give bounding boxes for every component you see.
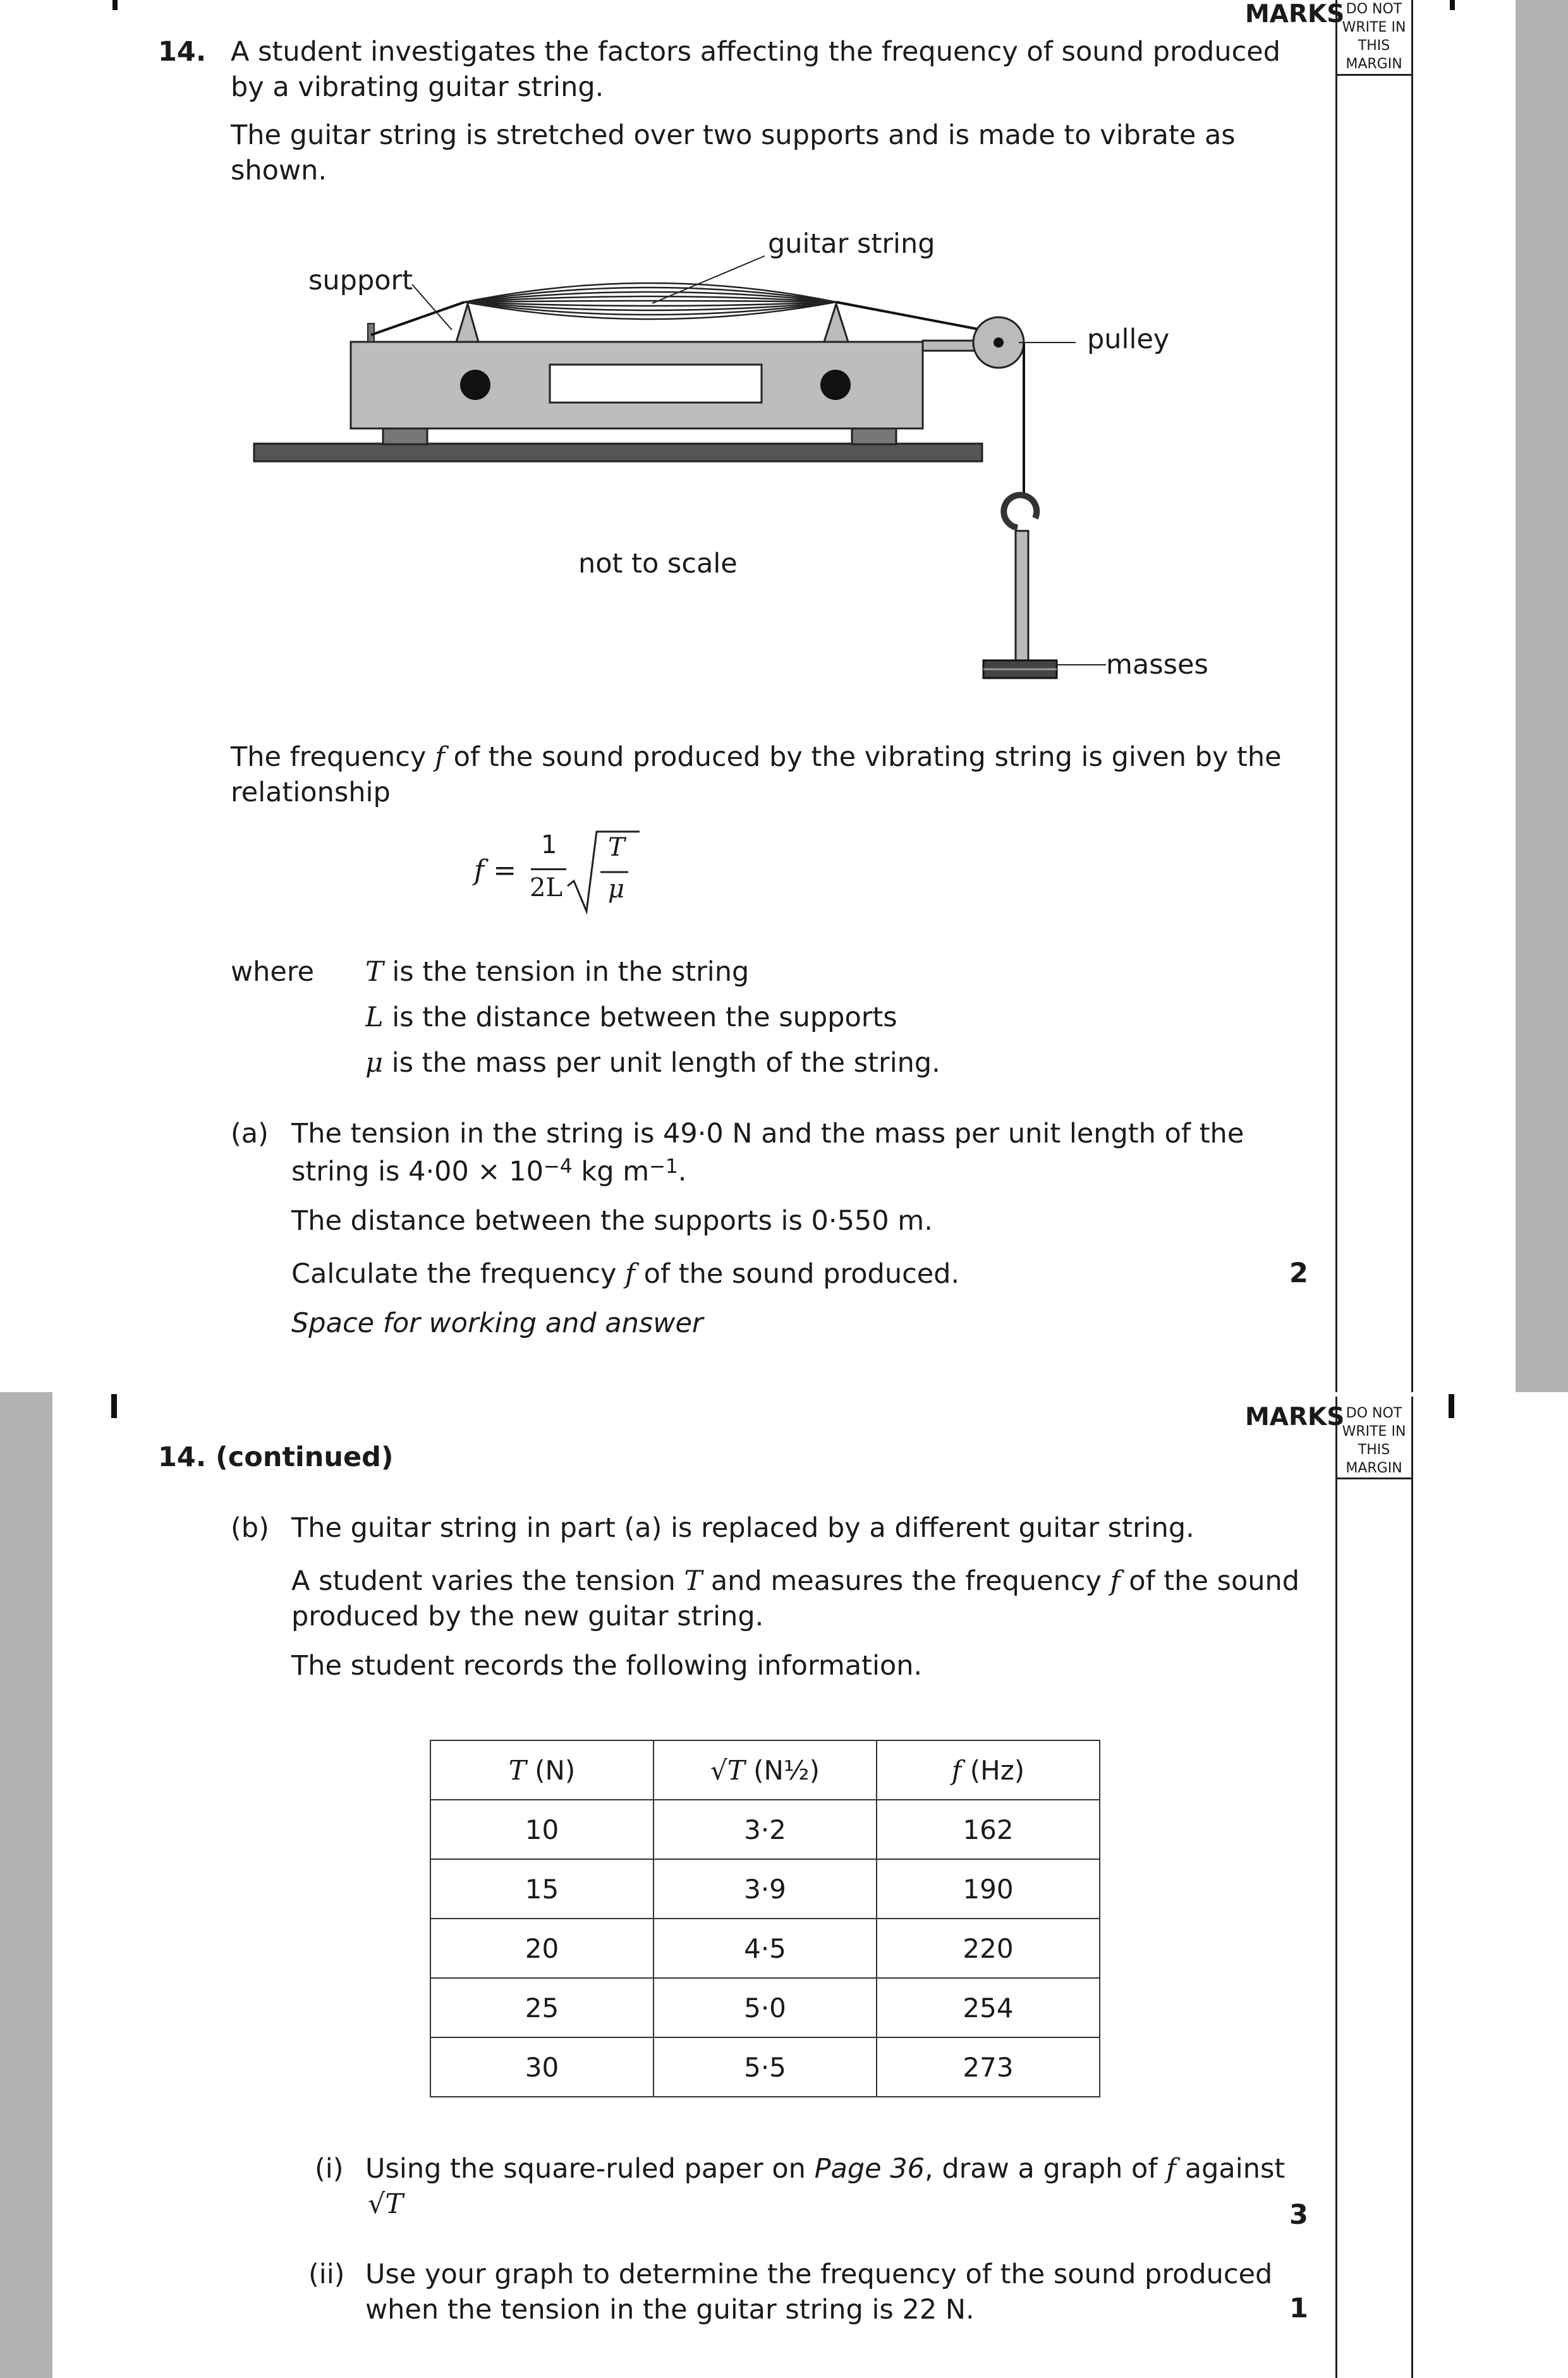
part-b-text: The student records the following information. [291, 1650, 923, 1682]
question-number: 14. [158, 36, 207, 68]
part-i-marks: 3 [1289, 2199, 1308, 2231]
results-table [430, 1740, 1100, 2097]
intro-text: by a vibrating guitar string. [231, 71, 604, 103]
part-b-text: produced by the new guitar string. [291, 1601, 764, 1632]
mass-hanger [1016, 531, 1028, 664]
table-header-cell: f (Hz) [877, 1740, 1100, 1800]
part-i-sqrt-T: √T [368, 2188, 404, 2220]
working-space-label: Space for working and answer [291, 1307, 703, 1339]
support-left [456, 304, 478, 342]
part-a-marks: 2 [1289, 1258, 1308, 1289]
crop-mark [1450, 0, 1455, 10]
knob-right [820, 370, 851, 400]
part-a-text: string is $4\cdot 00 \times 10^{-4}$ kg $m^{-1}$. [291, 1155, 687, 1187]
right-grey-bar [1516, 0, 1568, 1392]
margin-line [1335, 1397, 1337, 2378]
table-header-row [430, 1740, 1100, 1800]
margin-note: DO NOT WRITE IN THIS MARGIN [1342, 1405, 1406, 1476]
label-support: support [308, 265, 413, 296]
label-pulley: pulley [1087, 324, 1170, 355]
frequency-formula: f = 1 2L T μ [474, 828, 638, 916]
part-i-label: (i) [315, 2153, 344, 2185]
part-b-text: A student varies the tension T and measures the frequency f of the sound [291, 1565, 1300, 1597]
part-a-text: The distance between the supports is 0·550 m. [291, 1205, 933, 1237]
definition-L: L is the distance between the supports [365, 1002, 897, 1033]
foot-right [852, 428, 896, 444]
definition-mu: μ is the mass per unit length of the string. [365, 1047, 940, 1079]
margin-line [1337, 74, 1411, 76]
intro-text: A student investigates the factors affecting the frequency of sound produced [231, 36, 1281, 68]
definition-T: T is the tension in the string [365, 956, 750, 988]
part-a-text: Calculate the frequency f of the sound produced. [291, 1258, 960, 1290]
relationship-text: The frequency f of the sound produced by the vibrating string is given by the [231, 741, 1282, 773]
margin-line [1411, 1397, 1413, 2378]
part-i-text: Using the square-ruled paper on Page 36, draw a graph of f against [365, 2153, 1285, 2185]
foot-left [383, 428, 427, 444]
margin-line [1335, 0, 1337, 1392]
knob-left [460, 370, 490, 400]
where-label: where [231, 956, 315, 988]
crop-mark [112, 0, 118, 10]
table-header-cell: T (N) [430, 1740, 653, 1800]
table-header-cell: √T (N½) [653, 1740, 877, 1800]
crop-mark [1449, 1394, 1454, 1418]
left-grey-bar [0, 1392, 52, 2378]
setup-text: shown. [231, 155, 327, 186]
setup-text: The guitar string is stretched over two supports and is made to vibrate as [231, 119, 1236, 151]
vibrating-string [465, 283, 836, 319]
margin-note: DO NOT WRITE IN THIS MARGIN [1342, 1, 1406, 72]
table-row: 10 3·2 162 [430, 1800, 1100, 1859]
part-a-label: (a) [231, 1118, 269, 1150]
part-ii-marks: 1 [1289, 2293, 1308, 2324]
marks-header: MARKS [1245, 1403, 1345, 1431]
marks-header: MARKS [1245, 0, 1345, 28]
body-window [550, 365, 762, 403]
base-board [254, 444, 982, 461]
table-row: 25 5·0 254 [430, 1978, 1100, 2037]
continued-heading: 14. (continued) [158, 1441, 394, 1473]
table-row: 15 3·9 190 [430, 1859, 1100, 1919]
table-row: 20 4·5 220 [430, 1919, 1100, 1978]
relationship-text: relationship [231, 777, 391, 808]
support-right [824, 304, 848, 342]
table-row: 30 5·5 273 [430, 2037, 1100, 2097]
part-ii-text: when the tension in the guitar string is 22 N. [365, 2294, 975, 2326]
string-anchor [368, 324, 374, 342]
mass-hook [1004, 495, 1036, 528]
part-ii-text: Use your graph to determine the frequency of the sound produced [365, 2259, 1273, 2290]
margin-line [1337, 1477, 1411, 1479]
part-b-label: (b) [231, 1512, 269, 1544]
part-b-text: The guitar string in part (a) is replaced by a different guitar string. [291, 1512, 1194, 1544]
crop-mark [111, 1394, 117, 1418]
label-not-to-scale: not to scale [578, 548, 738, 579]
label-masses: masses [1106, 649, 1208, 681]
label-guitar-string: guitar string [768, 228, 935, 260]
part-a-text: The tension in the string is 49·0 N and the mass per unit length of the [291, 1118, 1244, 1150]
margin-line [1411, 0, 1413, 1392]
part-ii-label: (ii) [308, 2259, 345, 2290]
